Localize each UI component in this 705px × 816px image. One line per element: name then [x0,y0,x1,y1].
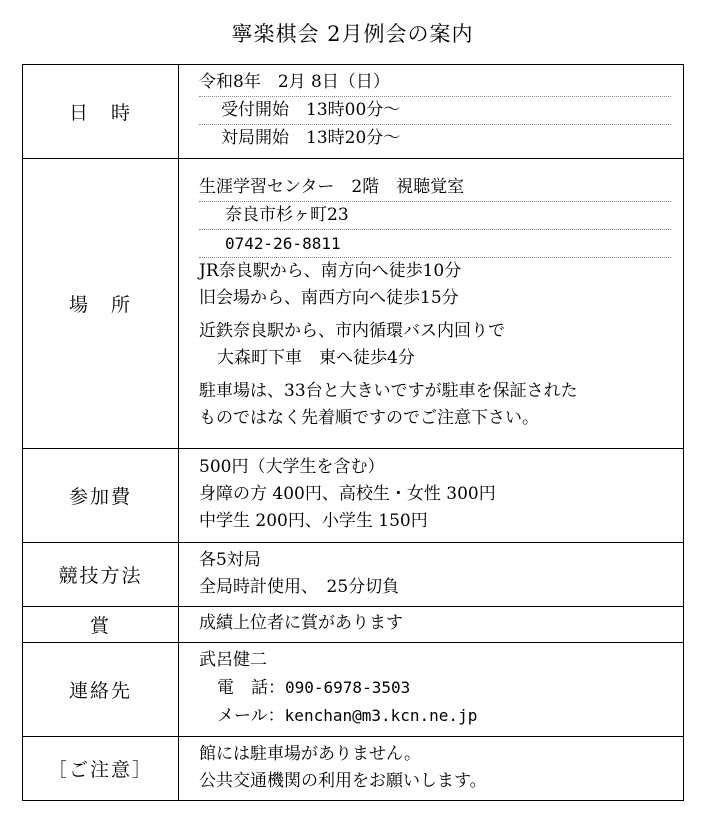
contact-phone-row [199,674,671,702]
place-access-old: 旧会場から、南西方向へ徒歩15分 [199,287,459,308]
row-caution [23,737,684,801]
content-place [179,159,684,449]
prize-line-1: 成績上位者に賞があります [199,613,403,633]
label-caution: ［ご注意］ [23,737,179,801]
place-parking-1: 駐車場は、33台と大きいですが駐車を保証された [199,380,578,401]
label-fee: 参加費 [23,449,179,543]
row-place [23,159,684,449]
row-method [23,543,684,607]
fee-line-2: 身障の方 400円、高校生・女性 300円 [199,484,496,504]
place-access-kintetsu: 近鉄奈良駅から、市内循環バス内回りで [199,320,505,341]
place-parking-2: ものではなく先着順ですのでご注意下さい。 [199,407,539,428]
place-phone: 0742-26-8811 [199,230,671,258]
contact-mail-row [199,702,671,730]
place-venue: 生涯学習センター 2階 視聴覚室 [199,174,671,202]
page-title: 寧楽棋会 2月例会の案内 [231,22,474,46]
fee-line-1: 500円（大学生を含む） [199,457,385,477]
date-day: 令和8年 2月 8日（日） [199,69,671,97]
fee-line-3: 中学生 200円、小学生 150円 [199,511,428,531]
row-date [23,65,684,159]
label-date: 日 時 [23,65,179,159]
label-place: 場 所 [23,159,179,449]
label-method: 競技方法 [23,543,179,607]
caution-line-2: 公共交通機関の利用をお願いします。 [199,770,487,791]
contact-mail-label: メール： [217,706,285,726]
content-caution [179,737,684,801]
row-prize [23,607,684,643]
content-date [179,65,684,159]
place-address: 奈良市杉ヶ町23 [199,202,671,230]
content-method [179,543,684,607]
place-access-jr: JR奈良駅から、南方向へ徒歩10分 [199,260,462,281]
label-prize: 賞 [23,607,179,643]
content-contact [179,643,684,737]
contact-name: 武呂健二 [199,650,267,670]
label-contact: 連絡先 [23,643,179,737]
row-fee [23,449,684,543]
notice-table [22,64,684,801]
contact-phone-label: 電 話： [217,678,285,698]
method-line-2: 全局時計使用、 25分切負 [199,576,400,597]
contact-phone: 090-6978-3503 [285,678,411,697]
place-bus-stop: 大森町下車 東へ徒歩4分 [217,347,415,368]
content-fee [179,449,684,543]
contact-mail[interactable]: kenchan@m3.kcn.ne.jp [284,706,478,725]
date-reception: 受付開始 13時00分～ [199,97,671,125]
caution-line-1: 館には駐車場がありません。 [199,743,422,764]
method-line-1: 各5対局 [199,549,261,570]
content-prize [179,607,684,643]
date-start: 対局開始 13時20分～ [221,128,401,148]
row-contact [23,643,684,737]
